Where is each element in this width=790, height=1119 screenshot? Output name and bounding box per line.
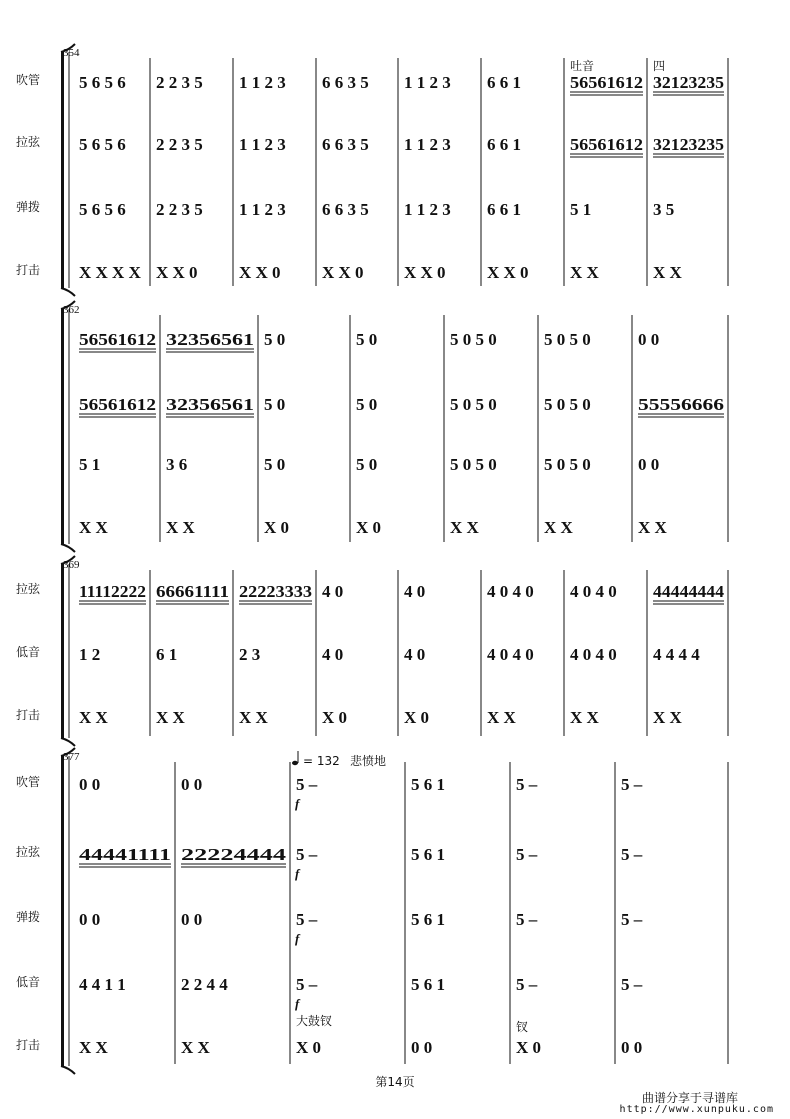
measure-notes: 6 1 xyxy=(156,645,178,664)
measure-notes: 56561612 xyxy=(570,73,643,92)
measure-notes: X X xyxy=(653,263,682,282)
measure-notes: X 0 xyxy=(516,1038,542,1057)
tempo-note-icon xyxy=(292,761,298,765)
measure-notes: 6 6 1 xyxy=(487,73,521,92)
measure-notes: 4 4 1 1 xyxy=(79,975,126,994)
measure-number: 362 xyxy=(63,304,80,316)
measure-notes: 5 – xyxy=(621,845,643,864)
instrument-label: 打击 xyxy=(15,263,41,277)
measure-notes: 0 0 xyxy=(638,330,660,349)
instrument-label: 拉弦 xyxy=(15,582,41,596)
annotation: 四 xyxy=(653,59,666,73)
measure-notes: 32123235 xyxy=(653,73,724,92)
measure-notes: 56561612 xyxy=(79,395,156,414)
instrument-label: 吹管 xyxy=(15,775,41,789)
instrument-label: 拉弦 xyxy=(15,845,41,859)
measure-notes: X X xyxy=(181,1038,210,1057)
measure-notes: 11112222 xyxy=(79,582,146,601)
instrument-label: 打击 xyxy=(15,1038,41,1052)
measure-notes: 5 – xyxy=(516,975,538,994)
measure-notes: 5 6 1 xyxy=(411,910,445,929)
measure-notes: 5 6 5 6 xyxy=(79,73,126,92)
expression-marking: 悲愤地 xyxy=(350,754,387,768)
measure-notes: 4 0 xyxy=(404,645,426,664)
measure-notes: X X xyxy=(239,708,268,727)
measure-notes: 5 6 5 6 xyxy=(79,200,126,219)
measure-notes: 32123235 xyxy=(653,135,724,154)
measure-notes: 22223333 xyxy=(239,582,312,601)
measure-notes: 5 6 5 6 xyxy=(79,135,126,154)
annotation: 吐音 xyxy=(570,59,595,73)
measure-notes: 6 6 3 5 xyxy=(322,200,369,219)
measure-notes: 5 0 5 0 xyxy=(450,330,497,349)
measure-notes: 5 0 xyxy=(264,455,286,474)
measure-notes: 6 6 1 xyxy=(487,135,521,154)
measure-notes: X 0 xyxy=(356,518,382,537)
measure-notes: 5 0 xyxy=(264,330,286,349)
measure-notes: 6 6 3 5 xyxy=(322,73,369,92)
measure-notes: 5 – xyxy=(621,775,643,794)
measure-notes: 5 – xyxy=(621,975,643,994)
measure-notes: 5 0 5 0 xyxy=(544,455,591,474)
measure-notes: 44444444 xyxy=(653,582,725,601)
measure-notes: 5 0 5 0 xyxy=(450,455,497,474)
page-number: 第14页 xyxy=(375,1075,415,1089)
watermark-text: 曲谱分享于寻谱库 xyxy=(641,1091,738,1105)
measure-notes: 5 – xyxy=(296,845,318,864)
measure-notes: X 0 xyxy=(404,708,430,727)
measure-notes: 32356561 xyxy=(166,395,254,414)
measure-notes: X X xyxy=(79,1038,108,1057)
measure-notes: 2 3 xyxy=(239,645,261,664)
measure-notes: X 0 xyxy=(296,1038,322,1057)
watermark-url: http://www.xunpuku.com xyxy=(619,1104,774,1115)
system-bracket xyxy=(61,52,64,288)
measure-notes: X X xyxy=(79,518,108,537)
dynamic-marking: f xyxy=(295,796,300,811)
measure-notes: 0 0 xyxy=(79,910,101,929)
measure-notes: 4 0 xyxy=(404,582,426,601)
measure-notes: X 0 xyxy=(322,708,348,727)
measure-notes: 6 6 3 5 xyxy=(322,135,369,154)
measure-notes: 3 6 xyxy=(166,455,188,474)
instrument-label: 拉弦 xyxy=(15,135,41,149)
measure-notes: 5 – xyxy=(296,910,318,929)
measure-notes: 4 0 4 0 xyxy=(570,645,617,664)
system-bracket xyxy=(61,309,64,544)
measure-notes: 0 0 xyxy=(411,1038,433,1057)
measure-notes: X X 0 xyxy=(404,263,446,282)
measure-notes: 1 1 2 3 xyxy=(404,200,451,219)
measure-notes: 4 0 xyxy=(322,582,344,601)
measure-notes: X X xyxy=(450,518,479,537)
bracket-hook xyxy=(61,288,75,296)
measure-notes: 56561612 xyxy=(79,330,156,349)
measure-notes: 5 0 xyxy=(264,395,286,414)
measure-notes: 1 1 2 3 xyxy=(404,135,451,154)
measure-notes: X X xyxy=(570,263,599,282)
measure-notes: 22224444 xyxy=(181,845,287,864)
dynamic-marking: f xyxy=(295,996,300,1011)
measure-notes: X X xyxy=(79,708,108,727)
measure-notes: X X 0 xyxy=(487,263,529,282)
measure-notes: 0 0 xyxy=(621,1038,643,1057)
dynamic-marking: f xyxy=(295,866,300,881)
measure-notes: X X 0 xyxy=(239,263,281,282)
measure-notes: 4 0 4 0 xyxy=(487,582,534,601)
measure-number: 369 xyxy=(63,559,80,571)
measure-notes: 2 2 3 5 xyxy=(156,200,203,219)
annotation: 大鼓钗 xyxy=(296,1014,333,1028)
measure-notes: X X xyxy=(653,708,682,727)
measure-notes: 5 – xyxy=(516,775,538,794)
annotation: 钗 xyxy=(516,1020,529,1034)
measure-notes: 2 2 3 5 xyxy=(156,135,203,154)
measure-notes: X X xyxy=(638,518,667,537)
system-bracket xyxy=(61,564,64,738)
measure-notes: X X xyxy=(570,708,599,727)
measure-notes: 5 0 xyxy=(356,395,378,414)
instrument-label: 吹管 xyxy=(15,73,41,87)
instrument-label: 低音 xyxy=(15,975,41,989)
dynamic-marking: f xyxy=(295,931,300,946)
measure-notes: 5 0 5 0 xyxy=(450,395,497,414)
measure-notes: 0 0 xyxy=(79,775,101,794)
measure-notes: 5 – xyxy=(296,775,318,794)
measure-notes: 2 2 3 5 xyxy=(156,73,203,92)
measure-notes: 6 6 1 xyxy=(487,200,521,219)
instrument-label: 弹拨 xyxy=(15,910,41,924)
measure-notes: 5 0 5 0 xyxy=(544,330,591,349)
measure-notes: 5 1 xyxy=(79,455,101,474)
measure-notes: 5 6 1 xyxy=(411,845,445,864)
bracket-hook xyxy=(61,544,75,552)
measure-notes: 5 0 xyxy=(356,330,378,349)
measure-notes: 5 – xyxy=(296,975,318,994)
measure-notes: 56561612 xyxy=(570,135,643,154)
measure-notes: 5 – xyxy=(621,910,643,929)
measure-notes: 55556666 xyxy=(638,395,724,414)
measure-notes: 4 0 xyxy=(322,645,344,664)
measure-notes: 5 – xyxy=(516,845,538,864)
instrument-label: 弹拨 xyxy=(15,200,41,214)
measure-notes: 5 1 xyxy=(570,200,592,219)
measure-notes: 0 0 xyxy=(181,775,203,794)
measure-notes: 44441111 xyxy=(79,845,171,864)
measure-notes: 1 2 xyxy=(79,645,101,664)
measure-notes: X X xyxy=(544,518,573,537)
measure-notes: 5 0 xyxy=(356,455,378,474)
measure-notes: 1 1 2 3 xyxy=(239,200,286,219)
measure-notes: 3 5 xyxy=(653,200,675,219)
instrument-label: 低音 xyxy=(15,645,41,659)
measure-notes: 4 0 4 0 xyxy=(570,582,617,601)
measure-notes: 4 4 4 4 xyxy=(653,645,700,664)
measure-notes: X 0 xyxy=(264,518,290,537)
measure-notes: 4 0 4 0 xyxy=(487,645,534,664)
system-bracket xyxy=(61,756,64,1066)
measure-notes: X X X X xyxy=(79,263,141,282)
measure-notes: X X 0 xyxy=(322,263,364,282)
measure-notes: 5 – xyxy=(516,910,538,929)
measure-notes: 1 1 2 3 xyxy=(239,73,286,92)
bracket-hook xyxy=(61,738,75,746)
tempo-marking: = 132 xyxy=(303,754,340,768)
measure-notes: 0 0 xyxy=(638,455,660,474)
measure-notes: 5 6 1 xyxy=(411,975,445,994)
measure-notes: X X 0 xyxy=(156,263,198,282)
measure-notes: X X xyxy=(156,708,185,727)
measure-notes: 2 2 4 4 xyxy=(181,975,228,994)
measure-notes: 1 1 2 3 xyxy=(404,73,451,92)
measure-notes: X X xyxy=(166,518,195,537)
measure-number: 354 xyxy=(63,47,80,59)
measure-notes: 0 0 xyxy=(181,910,203,929)
measure-notes: 1 1 2 3 xyxy=(239,135,286,154)
measure-notes: 32356561 xyxy=(166,330,254,349)
instrument-label: 打击 xyxy=(15,708,41,722)
measure-notes: 5 6 1 xyxy=(411,775,445,794)
measure-notes: 5 0 5 0 xyxy=(544,395,591,414)
measure-notes: 66661111 xyxy=(156,582,229,601)
measure-number: 377 xyxy=(63,751,80,763)
measure-notes: X X xyxy=(487,708,516,727)
